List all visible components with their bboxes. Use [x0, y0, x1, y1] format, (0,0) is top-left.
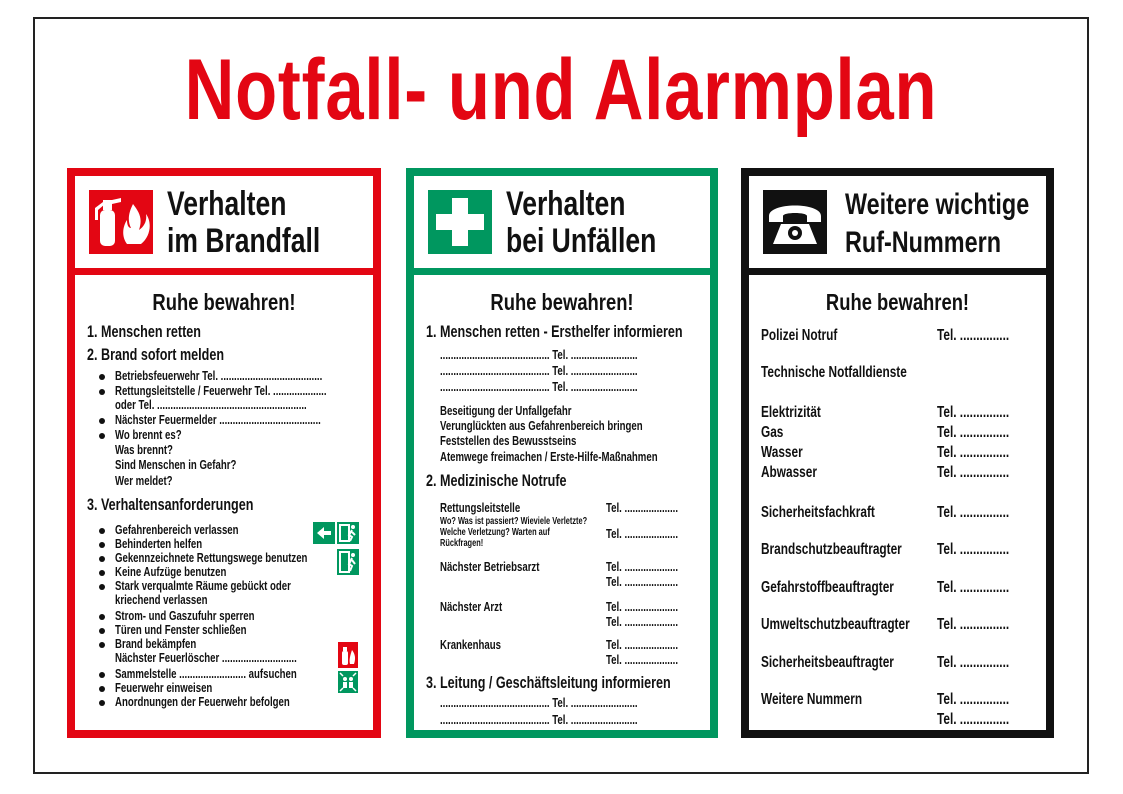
numbers-row-tel: Tel. ...............	[937, 504, 1010, 521]
numbers-row-tel: Tel. ...............	[937, 464, 1010, 481]
accident-row-tel: Tel. ....................	[606, 574, 678, 589]
accident-row-tel: Tel. ....................	[606, 559, 678, 574]
accident-row-tel: Tel. ....................	[606, 614, 678, 629]
numbers-row-label: Abwasser	[761, 464, 817, 481]
bullet	[99, 542, 105, 548]
fire-panel-body	[75, 275, 373, 730]
bullet	[99, 628, 105, 634]
accident-heading-line-1: Verhalten	[506, 185, 626, 223]
fire-item: Gefahrenbereich verlassen	[115, 522, 239, 537]
first-aid-cross-icon	[428, 190, 492, 254]
fire-item: oder Tel. ........................................................	[115, 397, 307, 412]
bullet	[99, 672, 105, 678]
bullet	[99, 614, 105, 620]
numbers-row-tel: Tel. ...............	[937, 691, 1010, 708]
accident-tel-line: ......................................... Tel. .........................	[440, 347, 638, 362]
fire-item: kriechend verlassen	[115, 592, 208, 607]
fire-section-3: 3. Verhaltensanforderungen	[87, 495, 254, 514]
bullet	[99, 686, 105, 692]
numbers-row-label: Polizei Notruf	[761, 327, 838, 344]
accident-row-label: Rettungsleitstelle	[440, 500, 521, 515]
accident-heading	[506, 186, 656, 260]
numbers-row-label: Wasser	[761, 444, 803, 461]
fire-section-2: 2. Brand sofort melden	[87, 345, 225, 364]
fire-item: Betriebsfeuerwehr Tel. ......................................	[115, 368, 323, 383]
accident-row-tel: Tel. ....................	[606, 500, 678, 515]
accident-row-tel: Tel. ....................	[606, 652, 678, 667]
numbers-row-tel: Tel. ...............	[937, 711, 1010, 728]
numbers-panel	[741, 168, 1054, 738]
fire-item: Türen und Fenster schließen	[115, 622, 247, 637]
fire-item: Sind Menschen in Gefahr?	[115, 457, 237, 472]
numbers-row-label: Gas	[761, 424, 784, 441]
numbers-heading-line-2: Ruf-Nummern	[845, 226, 1001, 259]
numbers-row-label: Weitere Nummern	[761, 691, 863, 708]
accident-step: Feststellen des Bewusstseins	[440, 433, 577, 448]
accident-panel-header	[414, 176, 710, 275]
accident-row-tel: Tel. ....................	[606, 526, 678, 541]
numbers-row-tel: Tel. ...............	[937, 579, 1010, 596]
bullet	[99, 433, 105, 439]
fire-item: Behinderten helfen	[115, 536, 203, 551]
fire-item: Nächster Feuermelder ......................................	[115, 412, 321, 427]
numbers-row-tel: Tel. ...............	[937, 541, 1010, 558]
numbers-row-tel: Tel. ...............	[937, 424, 1010, 441]
assembly-point-icon	[338, 671, 358, 693]
fire-extinguisher-icon	[89, 190, 153, 254]
fire-item: Keine Aufzüge benutzen	[115, 564, 227, 579]
accident-row-tel: Tel. ....................	[606, 599, 678, 614]
fire-item: Rettungsleitstelle / Feuerwehr Tel. ....................	[115, 383, 327, 398]
accident-row-label: Nächster Betriebsarzt	[440, 559, 540, 574]
bullet	[99, 389, 105, 395]
fire-item: Was brennt?	[115, 442, 173, 457]
numbers-row-tel: Tel. ...............	[937, 444, 1010, 461]
fire-item: Nächster Feuerlöscher ............................	[115, 650, 297, 665]
fire-heading-line-1: Verhalten	[167, 185, 287, 223]
accident-lead-line: ......................................... Tel. .........................	[440, 712, 638, 727]
bullet	[99, 374, 105, 380]
accident-row-label: Krankenhaus	[440, 637, 501, 652]
numbers-panel-header	[749, 176, 1046, 275]
fire-panel-header	[75, 176, 373, 275]
numbers-panel-body	[749, 275, 1046, 730]
emergency-exit-icon	[337, 549, 359, 575]
accident-section-3: 3. Leitung / Geschäftsleitung informieren	[426, 673, 671, 692]
bullet	[99, 700, 105, 706]
bullet	[99, 528, 105, 534]
accident-calm-heading: Ruhe bewahren!	[490, 289, 634, 315]
numbers-heading-line-1: Weitere wichtige	[845, 188, 1030, 221]
accident-step: Verunglückten aus Gefahrenbereich bringen	[440, 418, 643, 433]
fire-heading-line-2: im Brandfall	[167, 222, 321, 260]
numbers-row-tel: Tel. ...............	[937, 654, 1010, 671]
fire-item: Wer meldet?	[115, 473, 173, 488]
fire-item: Stark verqualmte Räume gebückt oder	[115, 578, 291, 593]
bullet	[99, 642, 105, 648]
numbers-calm-heading: Ruhe bewahren!	[825, 289, 970, 315]
fire-item: Feuerwehr einweisen	[115, 680, 213, 695]
numbers-row-label: Brandschutzbeauftragter	[761, 541, 902, 558]
numbers-row-label: Sicherheitsfachkraft	[761, 504, 875, 521]
accident-row-tel: Tel. ....................	[606, 637, 678, 652]
accident-tel-line: ......................................... Tel. .........................	[440, 363, 638, 378]
numbers-row-tel: Tel. ...............	[937, 616, 1010, 633]
fire-calm-heading: Ruhe bewahren!	[152, 289, 296, 315]
exit-arrow-left-icon	[313, 522, 335, 544]
accident-tel-line: ......................................... Tel. .........................	[440, 379, 638, 394]
bullet	[99, 584, 105, 590]
accident-row-label: Wo? Was ist passiert? Wieviele Verletzte?	[440, 516, 588, 527]
numbers-row-tel: Tel. ...............	[937, 404, 1010, 421]
fire-item: Wo brennt es?	[115, 427, 182, 442]
fire-item: Sammelstelle ......................... aufsuchen	[115, 666, 297, 681]
fire-item: Gekennzeichnete Rettungswege benutzen	[115, 550, 308, 565]
numbers-row-label: Elektrizität	[761, 404, 821, 421]
numbers-row-label: Gefahrstoffbeauftragter	[761, 579, 894, 596]
accident-step: Atemwege freimachen / Erste-Hilfe-Maßnahmen	[440, 449, 658, 464]
accident-row-label: Welche Verletzung? Warten auf	[440, 527, 550, 538]
accident-section-1: 1. Menschen retten - Ersthelfer informieren	[426, 322, 683, 341]
bullet	[99, 556, 105, 562]
fire-item: Brand bekämpfen	[115, 636, 197, 651]
numbers-row-label: Technische Notfalldienste	[761, 364, 907, 381]
fire-heading	[167, 186, 320, 260]
telephone-icon	[763, 190, 827, 254]
accident-heading-line-2: bei Unfällen	[506, 222, 657, 260]
fire-item: Strom- und Gaszufuhr sperren	[115, 608, 255, 623]
accident-row-label: Nächster Arzt	[440, 599, 503, 614]
numbers-row-tel: Tel. ...............	[937, 327, 1010, 344]
page-title: Notfall- und Alarmplan	[184, 42, 938, 138]
accident-panel	[406, 168, 718, 738]
fire-extinguisher-sign-icon	[338, 642, 358, 668]
accident-step: Beseitigung der Unfallgefahr	[440, 403, 572, 418]
numbers-row-label: Umweltschutzbeauftragter	[761, 616, 910, 633]
fire-section-1: 1. Menschen retten	[87, 322, 201, 341]
accident-row-label: Rückfragen!	[440, 538, 484, 549]
fire-item: Anordnungen der Feuerwehr befolgen	[115, 694, 290, 709]
accident-lead-line: ......................................... Tel. .........................	[440, 695, 638, 710]
emergency-exit-icon	[337, 522, 359, 544]
numbers-row-label: Sicherheitsbeauftragter	[761, 654, 894, 671]
bullet	[99, 418, 105, 424]
numbers-heading	[845, 186, 1029, 262]
fire-panel	[67, 168, 381, 738]
bullet	[99, 570, 105, 576]
accident-section-2: 2. Medizinische Notrufe	[426, 471, 567, 490]
accident-panel-body	[414, 275, 710, 730]
